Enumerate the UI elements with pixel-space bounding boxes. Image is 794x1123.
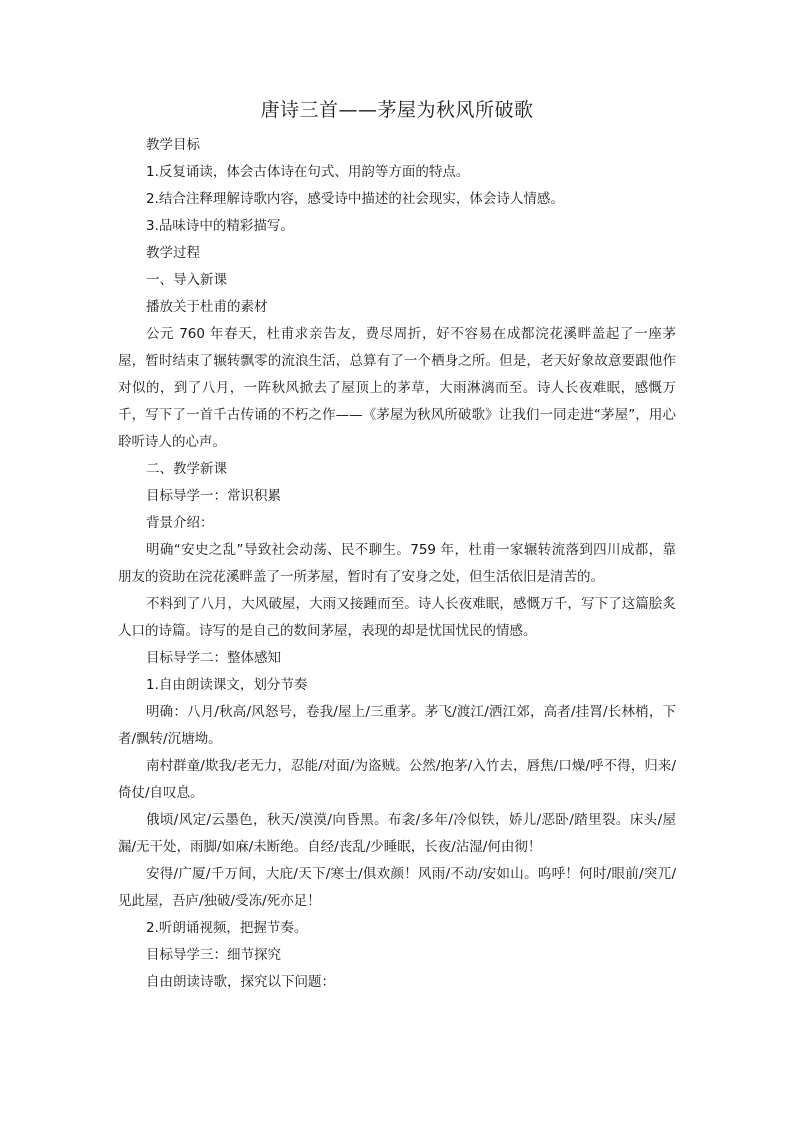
document-page [118, 96, 676, 996]
task-item-1: 1.自由朗读课文，划分节奏 [146, 677, 308, 693]
inquiry-prompt: 自由朗读诗歌，探究以下问题： [146, 974, 335, 990]
goal-heading-2: 目标导学二：整体感知 [146, 650, 281, 666]
objective-item-1: 1.反复诵读，体会古体诗在句式、用韵等方面的特点。 [146, 164, 470, 180]
intro-note: 播放关于杜甫的素材 [146, 299, 268, 315]
objective-item-3: 3.品味诗中的精彩描写。 [146, 218, 294, 234]
subsection-heading-intro: 一、导入新课 [146, 272, 227, 288]
goal-heading-1: 目标导学一：常识积累 [146, 488, 281, 504]
background-label: 背景介绍： [146, 515, 214, 531]
goal-heading-3: 目标导学三：细节探究 [146, 947, 281, 963]
rhythm-paragraph-3: 俄顷/风定/云墨色，秋天/漠漠/向昏黑。布衾/多年/冷似铁，娇儿/恶卧/踏里裂。床头/屋漏/无干处，雨脚/如麻/未断绝。自经/丧乱/少睡眠，长夜/沾湿/何由彻！ [118, 812, 676, 855]
rhythm-paragraph-4: 安得/广厦/千万间，大庇/天下/寒士/俱欢颜！风雨/不动/安如山。呜呼！何时/眼前/突兀/见此屋，吾庐/独破/受冻/死亦足！ [118, 866, 676, 909]
document-title: 唐诗三首——茅屋为秋风所破歌 [260, 99, 534, 121]
background-paragraph-2: 不料到了八月，大风破屋，大雨又接踵而至。诗人长夜难眠，感慨万千，写下了这篇脍炙人口的诗篇。诗写的是自己的数间茅屋，表现的却是忧国忧民的情感。 [118, 596, 676, 639]
task-item-2: 2.听朗诵视频，把握节奏。 [146, 920, 308, 936]
section-heading-process: 教学过程 [146, 245, 200, 261]
intro-paragraph: 公元 760 年春天，杜甫求亲告友，费尽周折，好不容易在成都浣花溪畔盖起了一座茅屋，暂时结束了辗转飘零的流浪生活，总算有了一个栖身之所。但是，老天好象故意要跟他作对似的，到了八月，一阵秋风掀去了屋顶上的茅草，大雨淋漓而至。诗人长夜难眠，感慨万千，写下了一首千古传诵的不朽之作——《茅屋为秋风所破歌》让我们一同走进“茅屋”，用心聆听诗人的心声。 [118, 326, 676, 450]
section-heading-objectives: 教学目标 [146, 137, 200, 153]
objective-item-2: 2.结合注释理解诗歌内容，感受诗中描述的社会现实，体会诗人情感。 [146, 191, 564, 207]
rhythm-paragraph-2: 南村群童/欺我/老无力，忍能/对面/为盗贼。公然/抱茅/入竹去，唇焦/口燥/呼不得，归来/倚仗/自叹息。 [118, 758, 676, 801]
rhythm-paragraph-1: 明确：八月/秋高/风怒号，卷我/屋上/三重茅。茅飞/渡江/洒江郊，高者/挂罥/长林梢，下者/飘转/沉塘坳。 [118, 704, 676, 747]
subsection-heading-new-lesson: 二、教学新课 [146, 461, 227, 477]
background-paragraph-1: 明确“安史之乱”导致社会动荡、民不聊生。759 年，杜甫一家辗转流落到四川成都，靠朋友的资助在浣花溪畔盖了一所茅屋，暂时有了安身之处，但生活依旧是清苦的。 [118, 542, 676, 585]
